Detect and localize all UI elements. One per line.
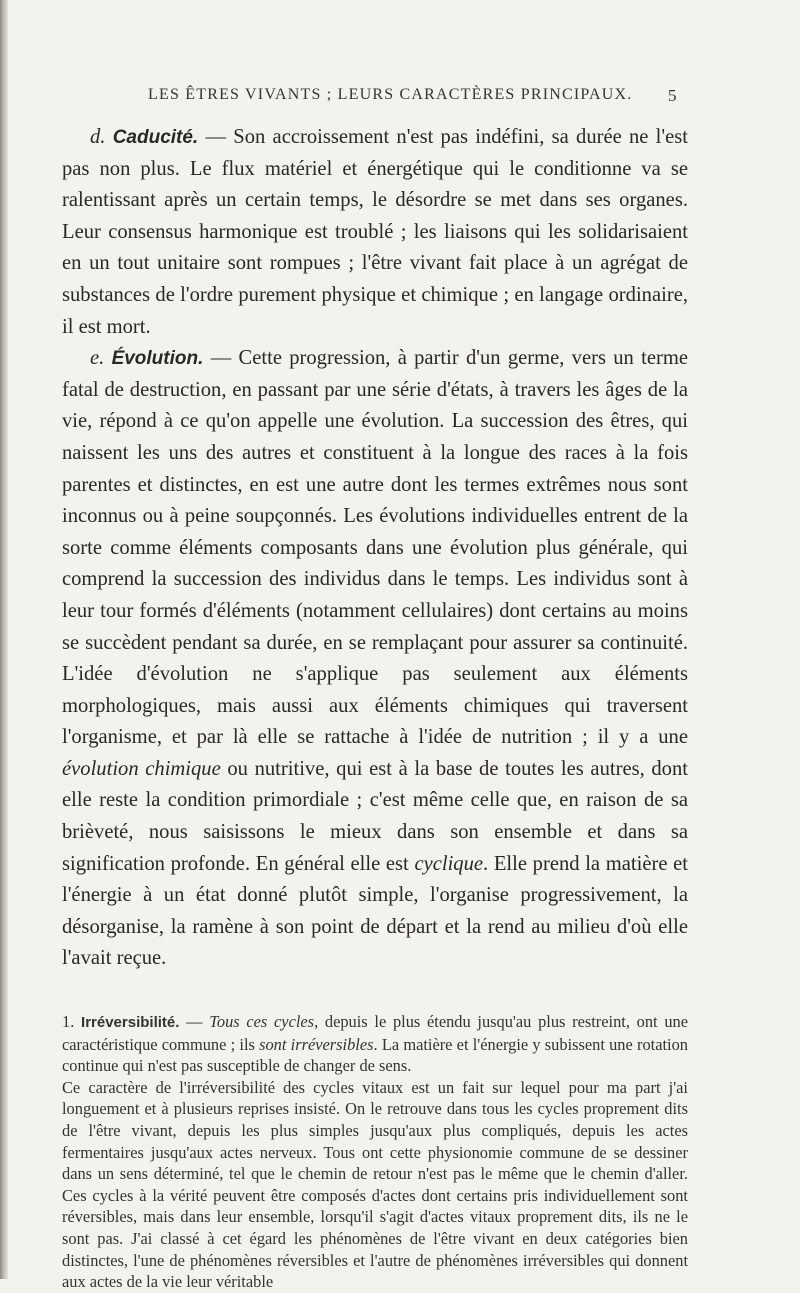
section-label: e. [90, 347, 105, 370]
paragraph-text: . Elle prend la matière et l'énergie à un état donné plutôt simple, l'organise progressivement, la désorganise, la ramène à son point de départ et la rend au milieu d'où elle l'avait reçue. [62, 852, 688, 970]
paragraph-text: — Cette progression, à partir d'un germe, vers un terme fatal de destruction, en passant par une série d'états, à travers les âges de la vie, répond à ce qu'on appelle une évolution. La succession des êtres, qui naissent les uns des autres et constituent à la longue des races à la fois parentes et distinctes, en est une autre dont les termes extrêmes nous sont inconnus ou à peine soupçonnés. Les évolutions individuelles entrent de la sorte comme éléments composants dans une évolution plus générale, qui comprend la succession des individus dans le temps. Les individus sont à leur tour formés d'éléments (notamment cellulaires) dont certains au moins se succèdent pendant sa durée, en se remplaçant pour assurer sa continuité. L'idée d'évolution ne s'applique pas seulement aux éléments morphologiques, mais aussi aux éléments chimiques qui traversent l'organisme, et par là elle se rattache à l'idée de nutrition ; il y a une [62, 347, 688, 749]
footnote-heading: Irréversibilité. [81, 1014, 180, 1031]
footnote-text: — [179, 1012, 210, 1031]
paragraph-text: — Son accroissement n'est pas indéfini, sa durée ne l'est pas non plus. Le flux matériel et énergétique qui le conditionne va se ralentissant après un certain temps, le désordre se met dans ses organes. Leur consensus harmonique est troublé ; les liaisons qui les solidarisaient en un tout unitaire sont rompues ; l'être vivant fait place à un agrégat de substances de l'ordre purement physique et chimique ; en langage ordinaire, il est mort. [62, 126, 688, 338]
footnote-text: , depuis le plus étendu jusqu'au plus restreint, ont une caractéristique commune ; ils [62, 1012, 688, 1054]
paragraph-caducite [62, 122, 688, 343]
section-heading: Caducité. [112, 127, 199, 148]
emphasis-term: Tous ces cycles [209, 1012, 315, 1031]
section-heading: Évolution. [111, 348, 204, 370]
paragraph-text: ou nutritive, qui est à la base de toutes les autres, dont elle reste la condition primordiale ; c'est même celle que, en raison de sa brièveté, nous saisissons le mieux dans son ensemble et dans sa signification profonde. En général elle est [62, 757, 688, 875]
footnote-number: 1. [62, 1012, 75, 1031]
running-title: LES ÊTRES VIVANTS ; LEURS CARACTÈRES PRINCIPAUX. [148, 86, 633, 103]
footnote-paragraph [62, 1011, 688, 1077]
footnote-text: . La matière et l'énergie y subissent une rotation continue qui n'est pas susceptible de changer de sens. [62, 1034, 688, 1076]
emphasis-term: évolution chimique [62, 757, 221, 780]
emphasis-term: sont irréversibles [259, 1034, 374, 1054]
emphasis-term: cyclique [414, 852, 484, 875]
main-text [62, 122, 688, 975]
section-label: d. [90, 126, 106, 148]
footnote [62, 1011, 688, 1293]
paragraph-evolution [62, 343, 688, 975]
page-number: 5 [668, 86, 677, 105]
footnote-paragraph: Ce caractère de l'irréversibilité des cycles vitaux est un fait sur lequel pour ma part j'ai longuement et à plusieurs reprises insisté. On le retrouve dans tous les cycles proprement dits de l'être vivant, depuis les plus simples jusqu'aux plus compliqués, depuis les actes fermentaires jusqu'aux actes nerveux. Tous ont cette physionomie commune de se dessiner dans un sens déterminé, tel que le chemin de retour n'est pas le même que le chemin d'aller. Ces cycles à la vérité peuvent être composés d'actes dont certains pris individuellement sont réversibles, mais dans leur ensemble, lorsqu'il s'agit d'actes vitaux proprement dits, ils ne le sont pas. J'ai classé à cet égard les phénomènes de l'être vivant en deux catégories bien distinctes, l'une de phénomènes réversibles et l'autre de phénomènes irréversibles qui donnent aux actes de la vie leur véritable [62, 1077, 688, 1292]
